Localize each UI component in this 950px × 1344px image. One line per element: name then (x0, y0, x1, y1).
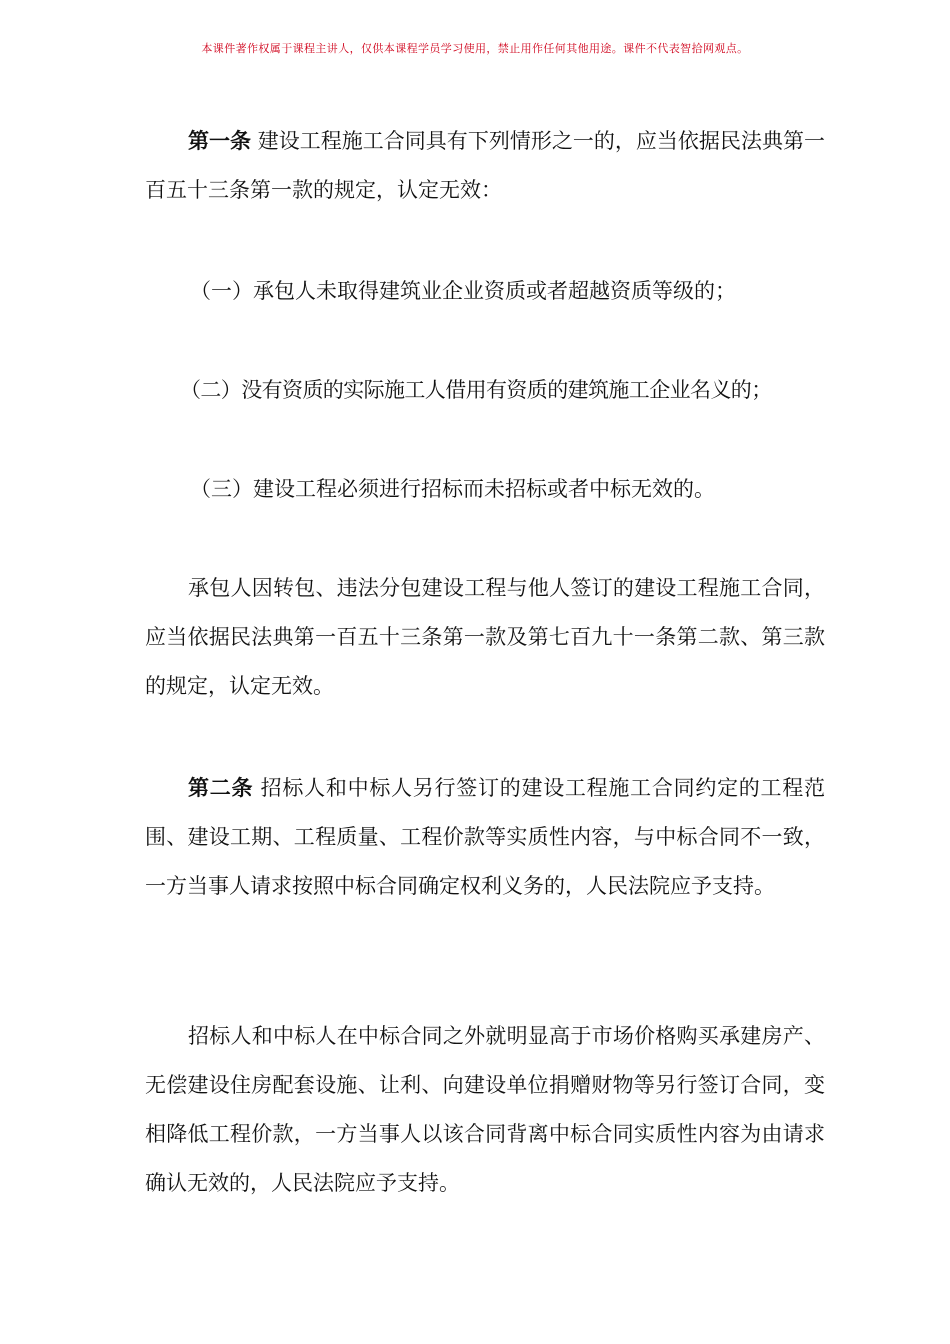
article-1-item-2: （二）没有资质的实际施工人借用有资质的建筑施工企业名义的； (180, 378, 772, 402)
article-2-paragraph-2: 招标人和中标人在中标合同之外就明显高于市场价格购买承建房产、无偿建设住房配套设施、让利、向建设单位捐赠财物等另行签订合同，变相降低工程价款，一方当事人以该合同背离中标合同实质性内容为由请求确认无效的，人民法院应予支持。 (145, 1024, 825, 1195)
copyright-notice: 本课件著作权属于课程主讲人，仅供本课程学员学习使用，禁止用作任何其他用途。课件不代表智拾网观点。 (201, 42, 749, 55)
article-1-paragraph-2: 承包人因转包、违法分包建设工程与他人签订的建设工程施工合同，应当依据民法典第一百五十三条第一款及第七百九十一条第二款、第三款的规定，认定无效。 (145, 576, 825, 698)
article-1-number: 第一条 (188, 129, 252, 153)
article-2-number: 第二条 (188, 776, 254, 800)
article-1-text: 建设工程施工合同具有下列情形之一的，应当依据民法典第一百五十三条第一款的规定，认定无效： (145, 129, 825, 202)
article-1-item-3: （三）建设工程必须进行招标而未招标或者中标无效的。 (190, 477, 715, 501)
article-1-item-1: （一）承包人未取得建筑业企业资质或者超越资质等级的； (190, 279, 736, 303)
article-2-paragraph (145, 764, 825, 911)
article-2-text: 招标人和中标人另行签订的建设工程施工合同约定的工程范围、建设工期、工程质量、工程价款等实质性内容，与中标合同不一致，一方当事人请求按照中标合同确定权利义务的，人民法院应予支持。 (145, 776, 826, 898)
article-1-paragraph (145, 117, 825, 215)
